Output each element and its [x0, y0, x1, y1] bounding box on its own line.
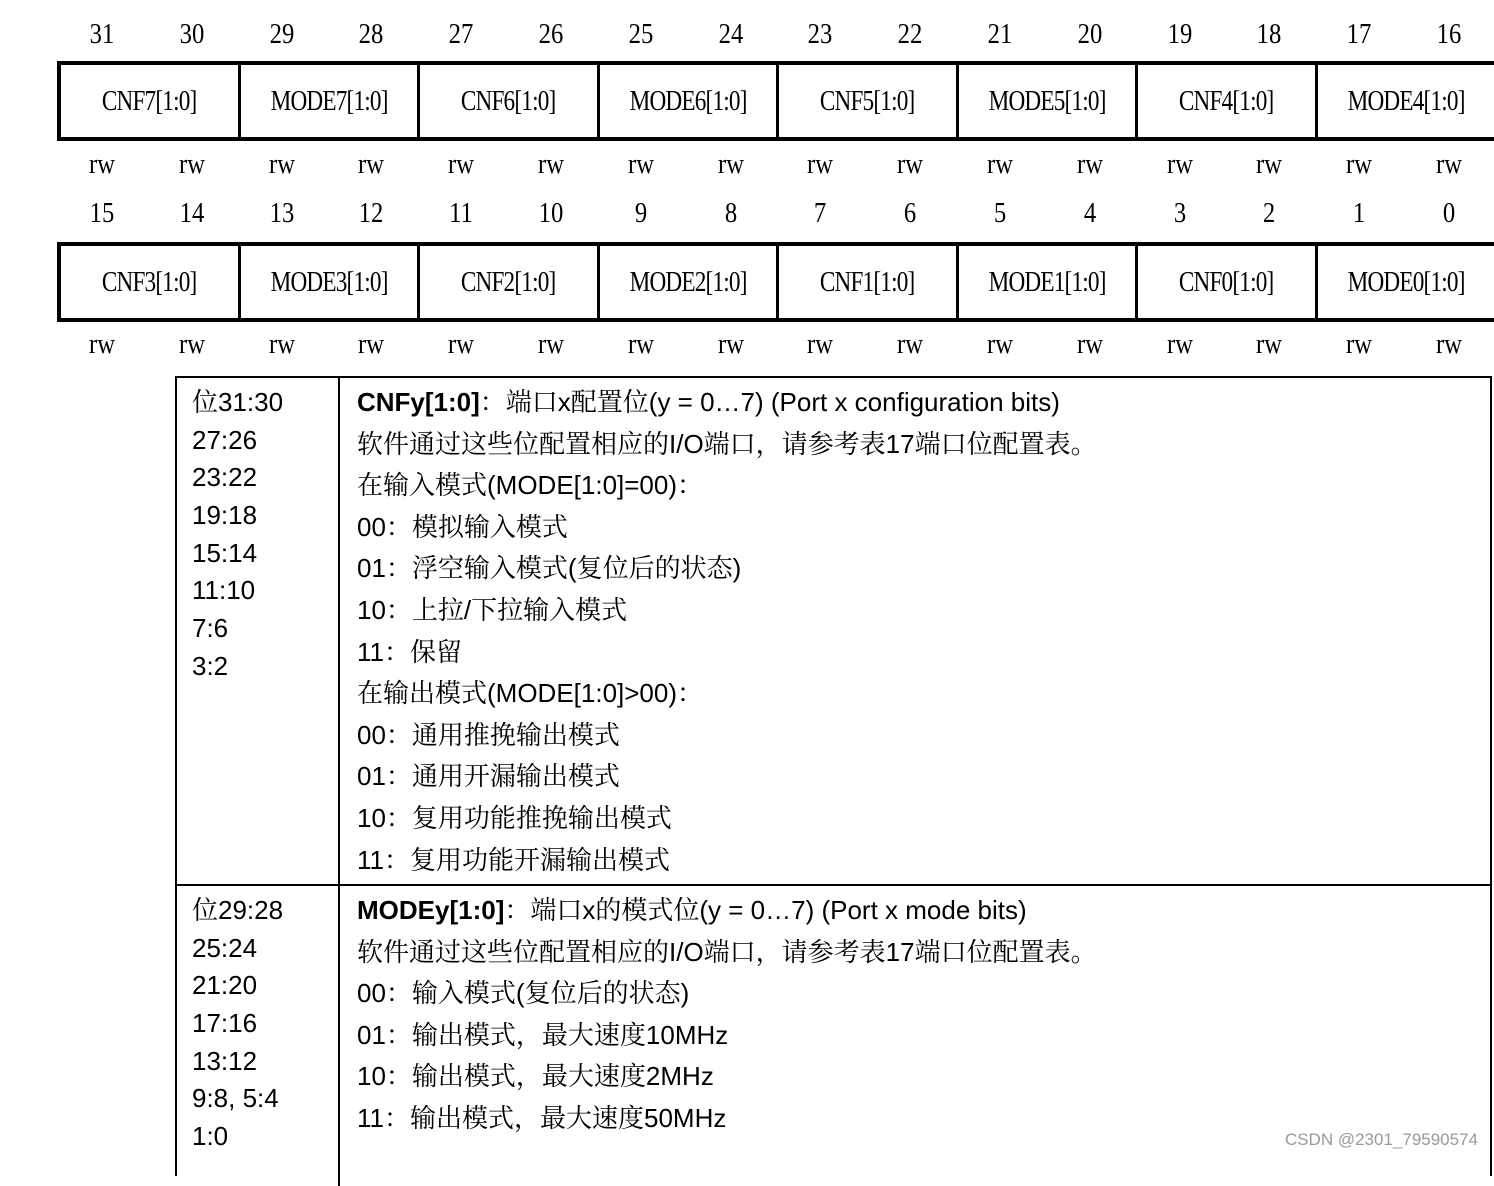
field-name: MODE7[1:0] [270, 85, 387, 118]
access-type: rw [1321, 328, 1398, 361]
description-line: 11：复用功能开漏输出模式 [357, 842, 1490, 884]
bit-range: 21:20 [192, 967, 338, 1005]
register-field [241, 246, 421, 318]
bit-number: 3 [1141, 197, 1218, 230]
register-high-fields [57, 61, 1494, 141]
access-type: rw [243, 148, 320, 181]
mode-field-name: MODEy[1:0] [357, 895, 504, 925]
register-field [241, 65, 421, 137]
register-field [600, 246, 780, 318]
bit-number: 31 [64, 18, 141, 51]
access-type: rw [1411, 328, 1488, 361]
access-type: rw [64, 328, 141, 361]
bit-number: 26 [513, 18, 590, 51]
watermark: CSDN @2301_79590574 [1285, 1130, 1478, 1150]
access-type: rw [692, 328, 769, 361]
description-line: 在输入模式(MODE[1:0]=00)： [357, 467, 1490, 509]
register-field [600, 65, 780, 137]
description-line: 00：模拟输入模式 [357, 509, 1490, 551]
bit-range: 位31:30 [192, 384, 338, 422]
register-field [779, 65, 959, 137]
description-line: 01：输出模式，最大速度10MHz [357, 1017, 1490, 1059]
bit-number: 10 [513, 197, 590, 230]
bit-number: 24 [692, 18, 769, 51]
field-name: CNF3[1:0] [102, 266, 197, 299]
field-name: CNF7[1:0] [102, 85, 197, 118]
access-type: rw [603, 328, 680, 361]
field-name: CNF4[1:0] [1179, 85, 1274, 118]
mode-title-text: ：端口x的模式位(y = 0…7) (Port x mode bits) [504, 895, 1026, 925]
bit-number: 27 [423, 18, 500, 51]
register-field [959, 246, 1139, 318]
field-name: MODE3[1:0] [270, 266, 387, 299]
field-name: MODE4[1:0] [1347, 85, 1464, 118]
description-line: 10：输出模式，最大速度2MHz [357, 1058, 1490, 1100]
description-line: 软件通过这些位配置相应的I/O端口，请参考表17端口位配置表。 [357, 934, 1490, 976]
access-type: rw [64, 148, 141, 181]
description-line: 01：浮空输入模式(复位后的状态) [357, 550, 1490, 592]
register-field [420, 65, 600, 137]
access-type: rw [154, 328, 231, 361]
description-line: 01：通用开漏输出模式 [357, 758, 1490, 800]
bit-range: 23:22 [192, 459, 338, 497]
field-name: CNF6[1:0] [461, 85, 556, 118]
access-type: rw [603, 148, 680, 181]
bit-range: 11:10 [192, 572, 338, 610]
bit-number: 12 [333, 197, 410, 230]
bit-number: 23 [782, 18, 859, 51]
access-type: rw [1052, 328, 1129, 361]
access-type: rw [872, 148, 949, 181]
access-type: rw [1141, 148, 1218, 181]
access-type: rw [872, 328, 949, 361]
access-type: rw [962, 328, 1039, 361]
register-low-fields [57, 242, 1494, 322]
bit-number: 29 [243, 18, 320, 51]
field-name: CNF2[1:0] [461, 266, 556, 299]
bit-number: 14 [154, 197, 231, 230]
register-field [61, 246, 241, 318]
bit-number: 7 [782, 197, 859, 230]
bit-description-table [175, 376, 1492, 1176]
description-line: 在输出模式(MODE[1:0]>00)： [357, 675, 1490, 717]
cnf-row [177, 378, 1490, 886]
bit-range: 19:18 [192, 497, 338, 535]
bit-range: 25:24 [192, 930, 338, 968]
bit-range: 3:2 [192, 648, 338, 686]
access-type: rw [423, 328, 500, 361]
bit-number: 11 [423, 197, 500, 230]
access-type: rw [1231, 328, 1308, 361]
access-type: rw [1141, 328, 1218, 361]
description-line: 00：输入模式(复位后的状态) [357, 975, 1490, 1017]
access-type: rw [962, 148, 1039, 181]
bit-number: 1 [1321, 197, 1398, 230]
mode-bit-positions [177, 886, 340, 1186]
field-name: MODE1[1:0] [988, 266, 1105, 299]
register-field [61, 65, 241, 137]
bit-number: 22 [872, 18, 949, 51]
bit-number: 19 [1141, 18, 1218, 51]
bit-range: 27:26 [192, 422, 338, 460]
access-type: rw [692, 148, 769, 181]
bit-number: 30 [154, 18, 231, 51]
bit-number: 8 [692, 197, 769, 230]
bit-number: 20 [1052, 18, 1129, 51]
access-type: rw [333, 328, 410, 361]
bit-number: 17 [1321, 18, 1398, 51]
register-field [420, 246, 600, 318]
field-name: MODE6[1:0] [629, 85, 746, 118]
field-name: MODE5[1:0] [988, 85, 1105, 118]
cnf-title-text: ：端口x配置位(y = 0…7) (Port x configuration bits) [480, 387, 1060, 417]
bit-number: 18 [1231, 18, 1308, 51]
description-line: 10：复用功能推挽输出模式 [357, 800, 1490, 842]
field-name: CNF0[1:0] [1179, 266, 1274, 299]
register-field [1318, 246, 1494, 318]
bit-number: 0 [1411, 197, 1488, 230]
access-type: rw [154, 148, 231, 181]
access-type: rw [423, 148, 500, 181]
bit-number: 21 [962, 18, 1039, 51]
access-type: rw [513, 328, 590, 361]
mode-title [357, 892, 1490, 934]
access-type: rw [513, 148, 590, 181]
bit-range: 15:14 [192, 535, 338, 573]
register-field [1138, 65, 1318, 137]
bit-number: 13 [243, 197, 320, 230]
register-field [959, 65, 1139, 137]
access-type: rw [1052, 148, 1129, 181]
description-line: 11：保留 [357, 634, 1490, 676]
bit-range: 9:8, 5:4 [192, 1080, 338, 1118]
field-name: MODE0[1:0] [1347, 266, 1464, 299]
field-name: CNF1[1:0] [820, 266, 915, 299]
bit-number: 4 [1052, 197, 1129, 230]
bit-range: 7:6 [192, 610, 338, 648]
access-type: rw [1231, 148, 1308, 181]
bit-number: 15 [64, 197, 141, 230]
bit-range: 17:16 [192, 1005, 338, 1043]
bit-number: 9 [603, 197, 680, 230]
cnf-bit-positions [177, 378, 340, 884]
access-type: rw [1411, 148, 1488, 181]
cnf-title [357, 384, 1490, 426]
bit-number: 2 [1231, 197, 1308, 230]
bit-range: 1:0 [192, 1118, 338, 1156]
bit-range: 位29:28 [192, 892, 338, 930]
access-type: rw [243, 328, 320, 361]
access-type: rw [1321, 148, 1398, 181]
field-name: MODE2[1:0] [629, 266, 746, 299]
access-type: rw [333, 148, 410, 181]
register-field [1138, 246, 1318, 318]
description-line: 11：输出模式，最大速度50MHz [357, 1100, 1490, 1142]
description-line: 10：上拉/下拉输入模式 [357, 592, 1490, 634]
field-name: CNF5[1:0] [820, 85, 915, 118]
cnf-field-name: CNFy[1:0] [357, 387, 480, 417]
bit-range: 13:12 [192, 1043, 338, 1081]
register-field [1318, 65, 1494, 137]
description-line: 软件通过这些位配置相应的I/O端口，请参考表17端口位配置表。 [357, 426, 1490, 468]
bit-number: 5 [962, 197, 1039, 230]
description-line: 00：通用推挽输出模式 [357, 717, 1490, 759]
bit-number: 16 [1411, 18, 1488, 51]
bit-number: 28 [333, 18, 410, 51]
mode-description [342, 886, 1490, 1142]
bit-number: 25 [603, 18, 680, 51]
access-type: rw [782, 328, 859, 361]
register-field [779, 246, 959, 318]
cnf-description [342, 378, 1490, 883]
bit-number: 6 [872, 197, 949, 230]
access-type: rw [782, 148, 859, 181]
